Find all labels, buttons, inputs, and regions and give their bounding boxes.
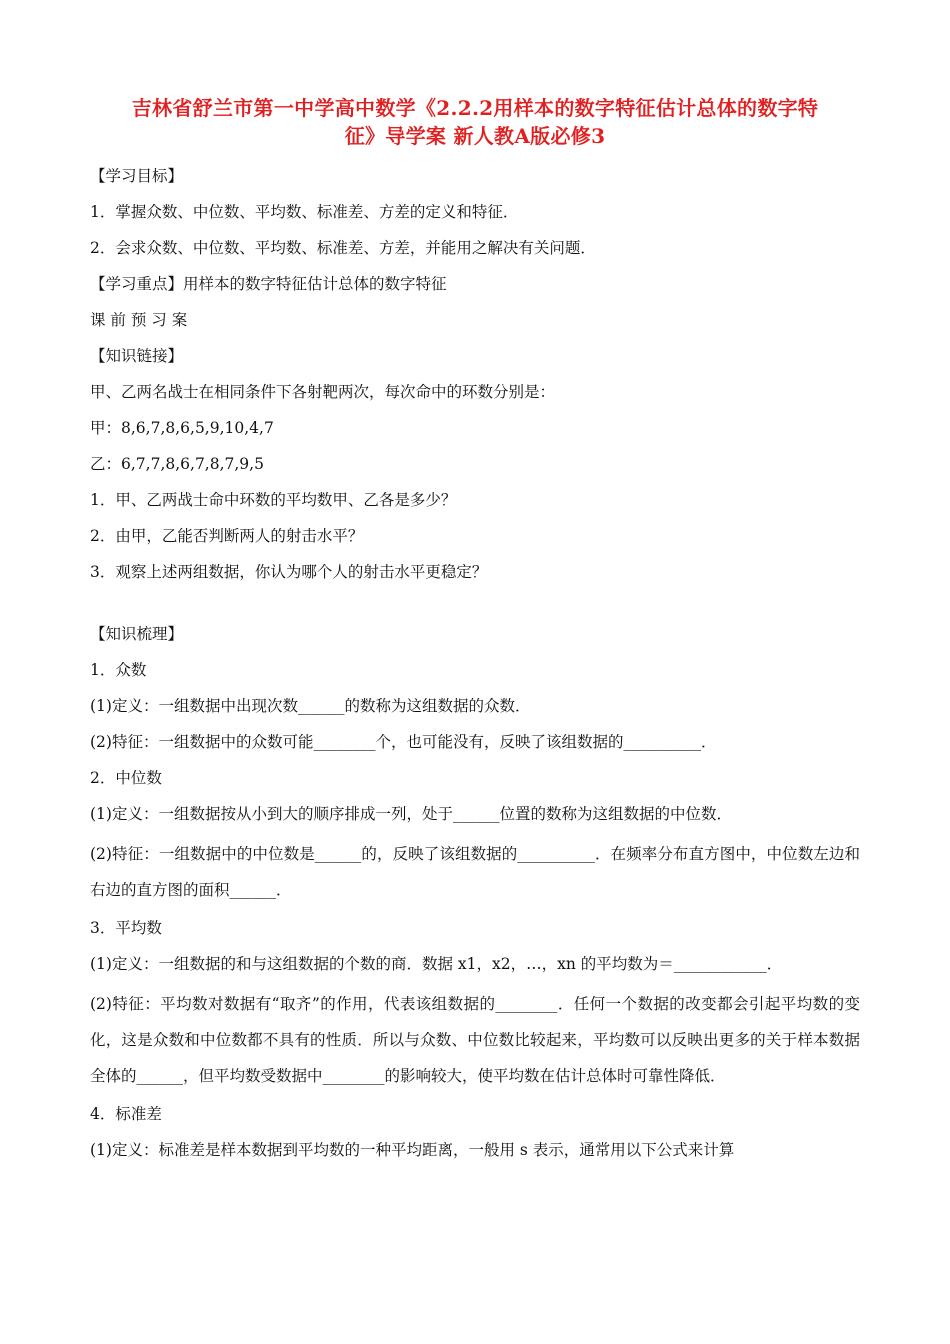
median-feature: (2)特征：一组数据中的中位数是______的，反映了该组数据的__________．在频率分布直方图中，中位数左边和右边的直方图的面积______． — [90, 845, 860, 899]
mode-feature: (2)特征：一组数据中的众数可能________个，也可能没有，反映了该组数据的__________． — [90, 733, 717, 751]
objective-item-1: 1．掌握众数、中位数、平均数、标准差、方差的定义和特征． — [90, 203, 519, 221]
mode-definition: (1)定义：一组数据中出现次数______的数称为这组数据的众数． — [90, 697, 531, 715]
question-1: 1．甲、乙两战士命中环数的平均数甲、乙各是多少？ — [90, 491, 457, 509]
section-heading-key-points: 【学习重点】用样本的数字特征估计总体的数字特征 — [90, 275, 447, 293]
topic-mode-heading: 1．众数 — [90, 661, 147, 679]
section-heading-knowledge-link: 【知识链接】 — [90, 347, 184, 365]
title-line-2: 征》导学案 新人教A版必修3 — [344, 124, 606, 148]
section-heading-objectives: 【学习目标】 — [90, 167, 184, 185]
data-row-jia: 甲：8,6,7,8,6,5,9,10,4,7 — [90, 419, 274, 437]
title-line-1: 吉林省舒兰市第一中学高中数学《2.2.2用样本的数字特征估计总体的数字特 — [131, 96, 819, 120]
mean-definition: (1)定义：一组数据的和与这组数据的个数的商．数据 x1，x2，…，xn 的平均数为＝____________． — [90, 955, 783, 973]
topic-median-heading: 2．中位数 — [90, 769, 162, 787]
problem-intro: 甲、乙两名战士在相同条件下各射靶两次，每次命中的环数分别是： — [90, 383, 556, 401]
document-title — [90, 94, 860, 150]
topic-std-heading: 4．标准差 — [90, 1105, 162, 1123]
data-row-yi: 乙：6,7,7,8,6,7,8,7,9,5 — [90, 455, 264, 473]
objective-item-2: 2．会求众数、中位数、平均数、标准差、方差，并能用之解决有关问题． — [90, 239, 596, 257]
preview-heading: 课 前 预 习 案 — [90, 311, 188, 329]
spacer — [90, 590, 860, 616]
std-definition: (1)定义：标准差是样本数据到平均数的一种平均距离，一般用 s 表示，通常用以下公式来计算 — [90, 1141, 735, 1159]
question-2: 2．由甲，乙能否判断两人的射击水平？ — [90, 527, 364, 545]
mean-feature: (2)特征：平均数对数据有“取齐”的作用，代表该组数据的________．任何一个数据的改变都会引起平均数的变化，这是众数和中位数都不具有的性质．所以与众数、中位数比较起来，平均数可以反映出更多的关于样本数据全体的______，但平均数受数据中________的影响较大，使平均数在估计总体时可靠性降低． — [90, 995, 860, 1085]
topic-mean-heading: 3．平均数 — [90, 919, 162, 937]
question-3: 3．观察上述两组数据，你认为哪个人的射击水平更稳定？ — [90, 563, 488, 581]
median-definition: (1)定义：一组数据按从小到大的顺序排成一列，处于______位置的数称为这组数据的中位数． — [90, 805, 732, 823]
section-heading-knowledge-review: 【知识梳理】 — [90, 625, 184, 643]
